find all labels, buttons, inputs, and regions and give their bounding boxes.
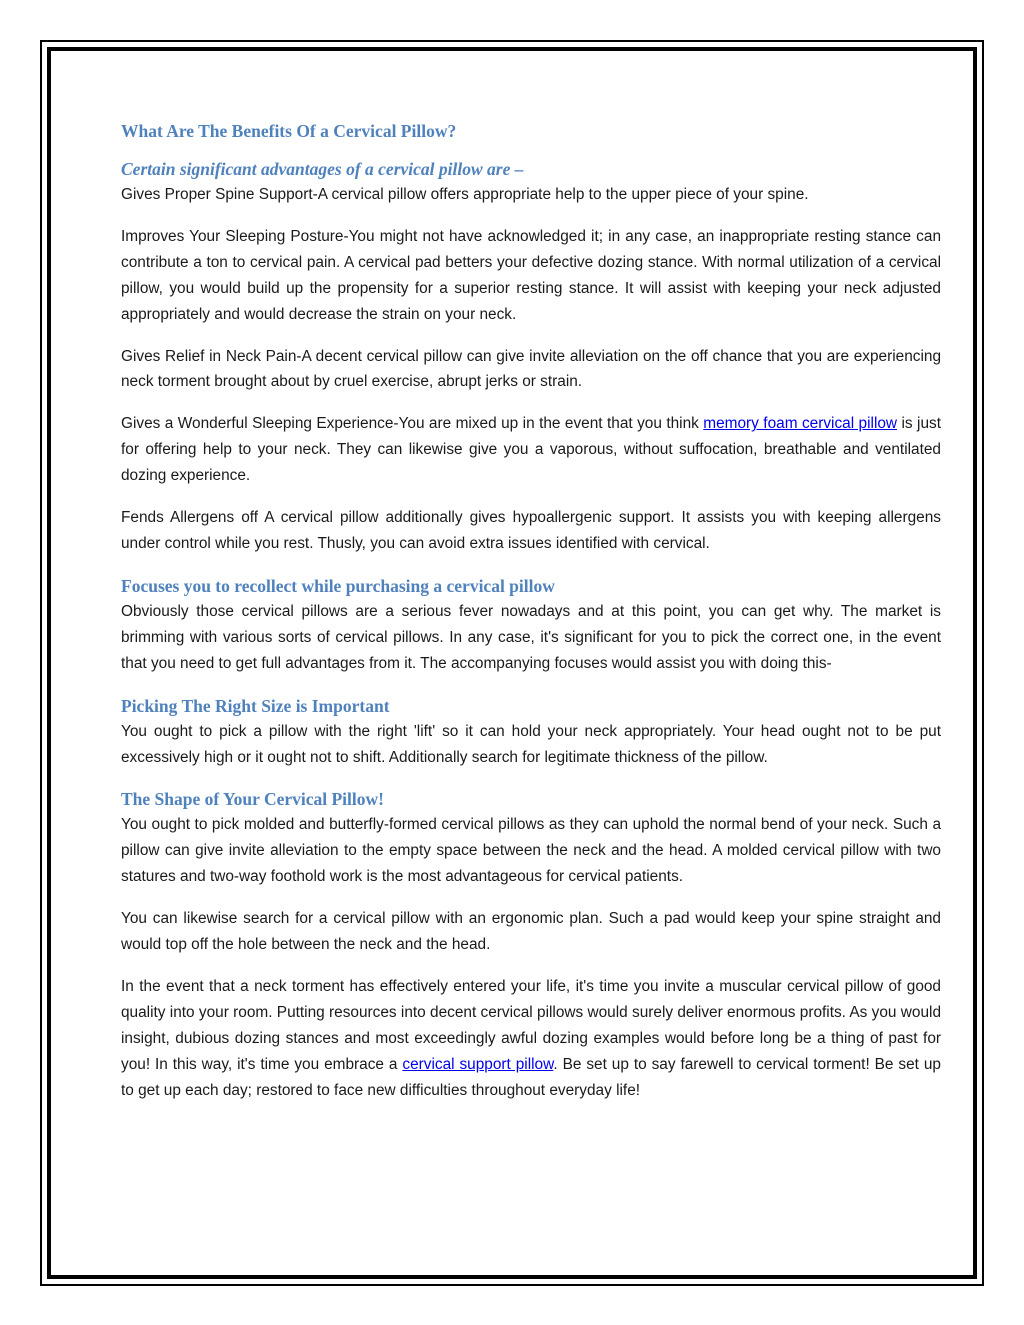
intro-heading: Certain significant advantages of a cervical pillow are – [121, 159, 524, 179]
cervical-support-pillow-link[interactable]: cervical support pillow [402, 1055, 554, 1073]
document-title: What Are The Benefits Of a Cervical Pillow? [121, 121, 457, 141]
shape-body-2: You can likewise search for a cervical pillow with an ergonomic plan. Such a pad would keep your spine straight and would top off the hole between the neck and the head. [121, 910, 941, 954]
benefit-sleeping-experience [121, 411, 941, 489]
size-body: You ought to pick a pillow with the right 'lift' so it can hold your neck appropriately. Your head ought not to be put excessively high or it ought not to shift. Additionally search for legitimate thickness of the pillow. [121, 722, 941, 766]
conclusion-paragraph [121, 974, 941, 1104]
benefit-neck-pain-relief: Gives Relief in Neck Pain-A decent cervical pillow can give invite alleviation on the off chance that you are experiencing neck torment brought about by cruel exercise, abrupt jerks or strain. [121, 347, 941, 391]
memory-foam-cervical-pillow-link[interactable]: memory foam cervical pillow [703, 415, 898, 433]
document-body [121, 118, 941, 1103]
focuses-heading: Focuses you to recollect while purchasing a cervical pillow [121, 575, 555, 596]
shape-heading: The Shape of Your Cervical Pillow! [121, 789, 384, 810]
conclusion-text-end: . Be set up to say farewell to cervical torment! Be set up to get up each day; restored to face new difficulties throughout everyday life! [121, 1055, 941, 1099]
focuses-body: Obviously those cervical pillows are a serious fever nowadays and at this point, you can get why. The market is brimming with various sorts of cervical pillows. In any case, it's significant for you to pick the correct one, in the event that you need to get full advantages from it. The accompanying focuses would assist you with doing this- [121, 602, 941, 672]
benefit-spine-support: Gives Proper Spine Support-A cervical pillow offers appropriate help to the upper piece of your spine. [121, 186, 809, 203]
conclusion-text-start: In the event that a neck torment has effectively entered your life, it's time you invite a muscular cervical pillow of good quality into your room. Putting resources into decent cervical pillows would surely deliver enormous profits. As you would insight, dubious dozing stances and most exceedingly awful dozing examples would before long be a thing of past for you! In this way, it's time you embrace a [121, 977, 941, 1073]
benefit-experience-text-start: Gives a Wonderful Sleeping Experience-You are mixed up in the event that you think [121, 415, 704, 433]
benefit-experience-text-end: is just for offering help to your neck. They can likewise give you a vaporous, without suffocation, breathable and ventilated dozing experience. [121, 415, 941, 485]
size-heading: Picking The Right Size is Important [121, 695, 390, 716]
benefit-sleeping-posture: Improves Your Sleeping Posture-You might not have acknowledged it; in any case, an inappropriate resting stance can contribute a ton to cervical pain. A cervical pad betters your defective dozing stance. With normal utilization of a cervical pillow, you would build up the propensity for a superior resting stance. It will assist with keeping your neck adjusted appropriately and would decrease the strain on your neck. [121, 227, 941, 323]
shape-body-1: You ought to pick molded and butterfly-formed cervical pillows as they can uphold the normal bend of your neck. Such a pillow can give invite alleviation to the empty space between the neck and the head. A molded cervical pillow with two statures and two-way foothold work is the most advantageous for cervical patients. [121, 816, 941, 886]
benefit-allergens: Fends Allergens off A cervical pillow additionally gives hypoallergenic support. It assists you with keeping allergens under control while you rest. Thusly, you can avoid extra issues identified with cervical. [121, 509, 941, 552]
